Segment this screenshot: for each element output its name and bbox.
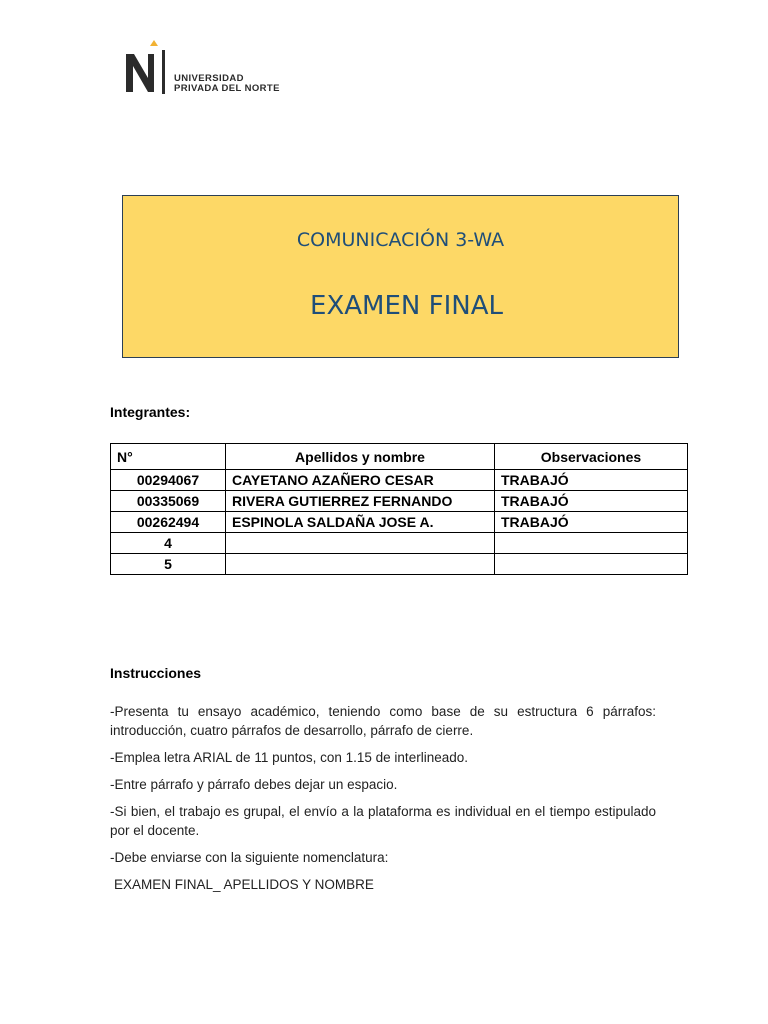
members-table: [110, 443, 688, 575]
member-observation: TRABAJÓ: [495, 512, 688, 533]
university-logo: [124, 40, 324, 100]
instruction-item: -Entre párrafo y párrafo debes dejar un espacio.: [110, 777, 398, 792]
instruction-item: -Presenta tu ensayo académico, teniendo como base de su estructura 6 párrafos: introducción, cuatro párrafos de desarrollo, párrafo de cierre.: [110, 704, 656, 738]
logo-wordmark: [174, 74, 280, 94]
course-name: COMUNICACIÓN 3-WA: [296, 229, 505, 251]
column-header-name: Apellidos y nombre: [226, 444, 495, 470]
member-name: [226, 533, 495, 554]
table-row: [111, 554, 688, 575]
instructions-title: Instrucciones: [110, 665, 202, 681]
nomenclature-example: EXAMEN FINAL_ APELLIDOS Y NOMBRE: [114, 877, 374, 892]
member-observation: TRABAJÓ: [495, 470, 688, 491]
table-header-row: [111, 444, 688, 470]
member-id: 5: [111, 554, 226, 575]
instructions-list: [110, 702, 656, 902]
upn-logo-icon: [124, 40, 172, 98]
member-id: 00335069: [111, 491, 226, 512]
member-id: 4: [111, 533, 226, 554]
member-id: 00262494: [111, 512, 226, 533]
member-observation: [495, 554, 688, 575]
table-row: [111, 533, 688, 554]
member-name: ESPINOLA SALDAÑA JOSE A.: [226, 512, 495, 533]
table-row: [111, 491, 688, 512]
member-name: [226, 554, 495, 575]
member-name: RIVERA GUTIERREZ FERNANDO: [226, 491, 495, 512]
column-header-number: N°: [111, 444, 226, 470]
instruction-item: -Debe enviarse con la siguiente nomenclatura:: [110, 850, 389, 865]
table-row: [111, 470, 688, 491]
member-observation: [495, 533, 688, 554]
instruction-item: -Emplea letra ARIAL de 11 puntos, con 1.15 de interlineado.: [110, 750, 468, 765]
member-id: 00294067: [111, 470, 226, 491]
column-header-observations: Observaciones: [495, 444, 688, 470]
exam-title: EXAMEN FINAL: [310, 291, 503, 321]
table-row: [111, 512, 688, 533]
logo-line-1: UNIVERSIDAD: [174, 73, 244, 84]
member-observation: TRABAJÓ: [495, 491, 688, 512]
instruction-item: -Si bien, el trabajo es grupal, el envío a la plataforma es individual en el tiempo estipulado por el docente.: [110, 804, 656, 838]
logo-line-2: PRIVADA DEL NORTE: [174, 83, 280, 94]
title-box: [122, 195, 679, 358]
members-label: Integrantes:: [110, 404, 191, 420]
member-name: CAYETANO AZAÑERO CESAR: [226, 470, 495, 491]
